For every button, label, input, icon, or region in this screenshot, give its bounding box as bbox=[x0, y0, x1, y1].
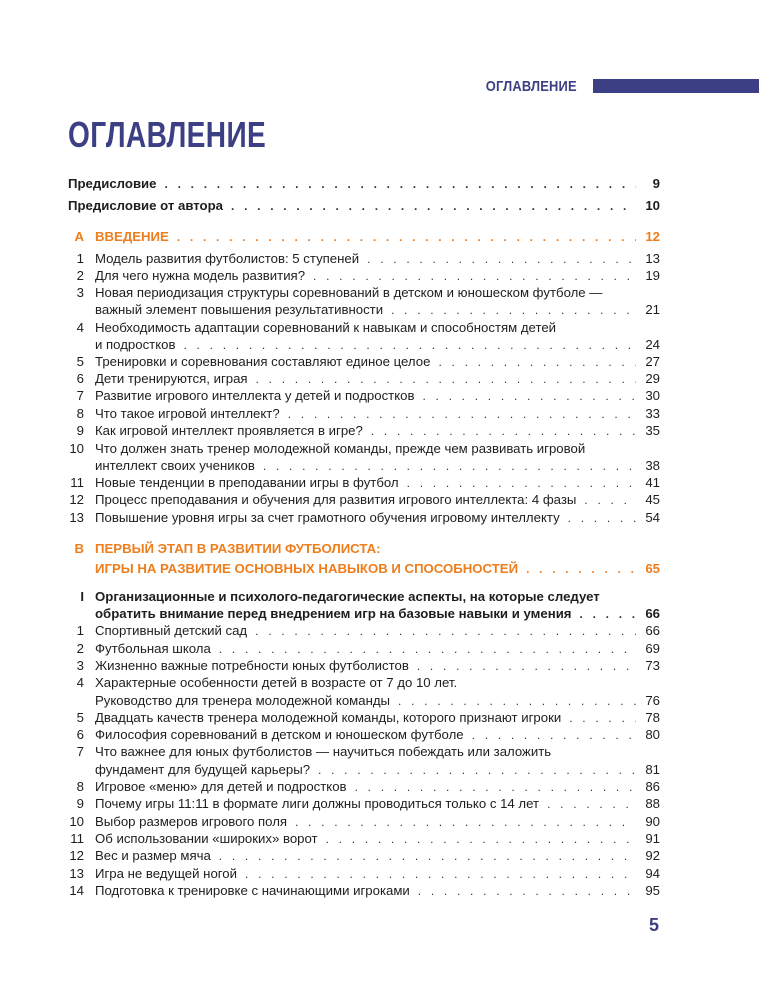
dot-leader bbox=[584, 491, 636, 509]
toc-entry-page: 35 bbox=[645, 423, 660, 438]
toc-entry[interactable] bbox=[95, 267, 660, 285]
toc-entry-page: 10 bbox=[645, 198, 660, 213]
toc-item-number: 2 bbox=[76, 268, 84, 283]
toc-entry-page: 66 bbox=[645, 606, 660, 621]
dot-leader bbox=[295, 813, 636, 831]
toc-entry-title: Игра не ведущей ногой bbox=[95, 866, 237, 881]
toc-entry-page: 41 bbox=[645, 475, 660, 490]
toc-entry-title: Дети тренируются, играя bbox=[95, 371, 248, 386]
toc-item-number: 9 bbox=[76, 796, 84, 811]
toc-entry[interactable] bbox=[95, 743, 660, 761]
toc-entry-title: Предисловие от автора bbox=[68, 198, 223, 213]
toc-entry[interactable] bbox=[68, 197, 660, 215]
running-header bbox=[471, 76, 759, 96]
toc-entry-page: 27 bbox=[645, 354, 660, 369]
dot-leader bbox=[263, 457, 636, 475]
toc-entry[interactable] bbox=[95, 692, 660, 710]
toc-entry-page: 12 bbox=[645, 229, 660, 244]
dot-leader bbox=[422, 387, 636, 405]
toc-entry[interactable] bbox=[95, 370, 660, 388]
toc-entry[interactable] bbox=[95, 778, 660, 796]
toc-entry-title: Тренировки и соревнования составляют единое целое bbox=[95, 354, 431, 369]
toc-entry-title: Модель развития футболистов: 5 ступеней bbox=[95, 251, 360, 266]
toc-entry[interactable] bbox=[95, 474, 660, 492]
toc-entry-page: 91 bbox=[645, 831, 660, 846]
dot-leader bbox=[219, 640, 636, 658]
toc-entry-page: 29 bbox=[645, 371, 660, 386]
toc-item-number: 6 bbox=[76, 727, 84, 742]
toc-item-number: 1 bbox=[76, 251, 84, 266]
dot-leader bbox=[318, 761, 636, 779]
toc-entry[interactable] bbox=[95, 336, 660, 354]
dot-leader bbox=[367, 250, 636, 268]
toc-entry-title: Игровое «меню» для детей и подростков bbox=[95, 779, 347, 794]
toc-entry-page: 66 bbox=[645, 623, 660, 638]
header-bar bbox=[593, 79, 759, 93]
toc-entry-page: 92 bbox=[645, 848, 660, 863]
toc-entry[interactable] bbox=[95, 709, 660, 727]
toc-entry-title: Новые тенденции в преподавании игры в футбол bbox=[95, 475, 399, 490]
toc-entry[interactable] bbox=[95, 228, 660, 246]
toc-item-number: A bbox=[74, 229, 84, 244]
dot-leader bbox=[219, 847, 636, 865]
toc-entry[interactable] bbox=[95, 588, 660, 606]
toc-entry-page: 95 bbox=[645, 883, 660, 898]
dot-leader bbox=[547, 795, 636, 813]
toc-entry-page: 65 bbox=[645, 561, 660, 576]
toc-entry-title: Об использовании «широких» ворот bbox=[95, 831, 318, 846]
toc-entry-title: Философия соревнований в детском и юношеском футболе bbox=[95, 727, 464, 742]
toc-entry[interactable] bbox=[95, 405, 660, 423]
dot-leader bbox=[288, 405, 636, 423]
toc-entry[interactable] bbox=[95, 674, 660, 692]
toc-item-number: 10 bbox=[69, 441, 84, 456]
toc-item-number: 12 bbox=[69, 492, 84, 507]
toc-item-number: 2 bbox=[76, 641, 84, 656]
toc-item-number: 5 bbox=[76, 710, 84, 725]
toc-entry-title: Футбольная школа bbox=[95, 641, 211, 656]
toc-entry-title: Что важнее для юных футболистов — научиться побеждать или заложить bbox=[95, 744, 552, 759]
dot-leader bbox=[418, 882, 636, 900]
toc-item-number: 8 bbox=[76, 406, 84, 421]
toc-entry[interactable] bbox=[95, 440, 660, 458]
toc-entry-page: 45 bbox=[645, 492, 660, 507]
toc-item-number: 14 bbox=[69, 883, 84, 898]
toc-item-number: 3 bbox=[76, 285, 84, 300]
toc-entry[interactable] bbox=[95, 657, 660, 675]
page-number: 5 bbox=[648, 915, 659, 935]
toc-entry-page: 80 bbox=[645, 727, 660, 742]
toc-entry-title: Вес и размер мяча bbox=[95, 848, 211, 863]
dot-leader bbox=[255, 622, 636, 640]
dot-leader bbox=[472, 726, 636, 744]
toc-entry-title: Спортивный детский сад bbox=[95, 623, 248, 638]
toc-entry-page: 94 bbox=[645, 866, 660, 881]
dot-leader bbox=[580, 605, 637, 623]
toc-entry-title: Новая периодизация структуры соревнований в детском и юношеском футболе — bbox=[95, 285, 603, 300]
toc-item-number: I bbox=[80, 589, 84, 604]
toc-entry-title: Выбор размеров игрового поля bbox=[95, 814, 288, 829]
page-title: ОГЛАВЛЕНИЕ bbox=[68, 114, 267, 155]
dot-leader bbox=[398, 692, 636, 710]
toc-item-number: B bbox=[74, 541, 84, 556]
toc-entry-title: фундамент для будущей карьеры? bbox=[95, 762, 311, 777]
toc-entry[interactable] bbox=[95, 509, 660, 527]
dot-leader bbox=[313, 267, 636, 285]
dot-leader bbox=[417, 657, 636, 675]
dot-leader bbox=[355, 778, 636, 796]
toc-entry-page: 19 bbox=[645, 268, 660, 283]
toc-item-number: 12 bbox=[69, 848, 84, 863]
toc-entry-page: 86 bbox=[645, 779, 660, 794]
toc-entry-page: 38 bbox=[645, 458, 660, 473]
toc-entry-title: Двадцать качеств тренера молодежной команды, которого признают игроки bbox=[95, 710, 562, 725]
toc-item-number: 7 bbox=[76, 388, 84, 403]
toc-entry-title: обратить внимание перед внедрением игр на базовые навыки и умения bbox=[95, 606, 572, 621]
toc-entry-page: 81 bbox=[645, 762, 660, 777]
toc-entry[interactable] bbox=[95, 353, 660, 371]
toc-entry[interactable] bbox=[95, 319, 660, 337]
toc-entry-title: Что такое игровой интеллект? bbox=[95, 406, 280, 421]
dot-leader bbox=[256, 370, 636, 388]
toc-item-number: 11 bbox=[70, 475, 84, 490]
toc-entry-title: Как игровой интеллект проявляется в игре? bbox=[95, 423, 363, 438]
toc-entry-title: ВВЕДЕНИЕ bbox=[95, 229, 169, 244]
toc-entry[interactable] bbox=[95, 560, 660, 578]
toc-entry-title: Руководство для тренера молодежной команды bbox=[95, 693, 391, 708]
toc-entry-title: Необходимость адаптации соревнований к навыкам и способностям детей bbox=[95, 320, 557, 335]
toc-entry-title: Характерные особенности детей в возрасте от 7 до 10 лет. bbox=[95, 675, 458, 690]
running-header-label: ОГЛАВЛЕНИЕ bbox=[486, 77, 577, 95]
toc-item-number: 6 bbox=[76, 371, 84, 386]
toc-entry[interactable] bbox=[95, 830, 660, 848]
dot-leader bbox=[407, 474, 636, 492]
toc-entry-title: и подростков bbox=[95, 337, 176, 352]
toc-entry[interactable] bbox=[95, 847, 660, 865]
toc-entry-title: ПЕРВЫЙ ЭТАП В РАЗВИТИИ ФУТБОЛИСТА: bbox=[95, 541, 381, 556]
toc-item-number: 4 bbox=[76, 320, 84, 335]
toc-entry[interactable] bbox=[95, 491, 660, 509]
toc-entry[interactable] bbox=[95, 795, 660, 813]
toc-item-number: 13 bbox=[69, 866, 84, 881]
toc-entry-page: 78 bbox=[645, 710, 660, 725]
toc-entry-title: Что должен знать тренер молодежной команды, прежде чем развивать игровой bbox=[95, 441, 586, 456]
toc-entry[interactable] bbox=[95, 387, 660, 405]
toc-entry-page: 54 bbox=[645, 510, 660, 525]
dot-leader bbox=[371, 422, 636, 440]
dot-leader bbox=[177, 228, 636, 246]
dot-leader bbox=[165, 175, 637, 193]
toc-entry-page: 69 bbox=[645, 641, 660, 656]
toc-entry-page: 76 bbox=[645, 693, 660, 708]
toc-entry[interactable] bbox=[95, 726, 660, 744]
dot-leader bbox=[231, 197, 636, 215]
toc-entry-title: Для чего нужна модель развития? bbox=[95, 268, 306, 283]
toc-item-number: 10 bbox=[69, 814, 84, 829]
dot-leader bbox=[326, 830, 636, 848]
toc-entry[interactable] bbox=[95, 813, 660, 831]
toc-entry-title: интеллект своих учеников bbox=[95, 458, 255, 473]
toc-entry-title: Процесс преподавания и обучения для развития игрового интеллекта: 4 фазы bbox=[95, 492, 577, 507]
dot-leader bbox=[526, 560, 636, 578]
toc-entry-page: 13 bbox=[645, 251, 660, 266]
toc-entry-title: Повышение уровня игры за счет грамотного обучения игровому интеллекту bbox=[95, 510, 560, 525]
toc-item-number: 7 bbox=[76, 744, 84, 759]
toc-entry-title: ИГРЫ НА РАЗВИТИЕ ОСНОВНЫХ НАВЫКОВ И СПОСОБНОСТЕЙ bbox=[95, 561, 519, 576]
toc-entry-page: 33 bbox=[645, 406, 660, 421]
toc-entry-title: Развитие игрового интеллекта у детей и подростков bbox=[95, 388, 415, 403]
toc-entry-page: 21 bbox=[645, 302, 660, 317]
toc-entry-page: 24 bbox=[645, 337, 660, 352]
toc-entry-page: 73 bbox=[645, 658, 660, 673]
toc-entry[interactable] bbox=[95, 865, 660, 883]
toc-item-number: 1 bbox=[76, 623, 84, 638]
dot-leader bbox=[568, 509, 636, 527]
toc-item-number: 9 bbox=[76, 423, 84, 438]
toc-entry[interactable] bbox=[95, 622, 660, 640]
toc-item-number: 8 bbox=[76, 779, 84, 794]
toc-entry[interactable] bbox=[95, 540, 660, 558]
toc-entry[interactable] bbox=[95, 301, 660, 319]
toc-entry[interactable] bbox=[68, 175, 660, 193]
toc-entry-page: 30 bbox=[645, 388, 660, 403]
toc-item-number: 5 bbox=[76, 354, 84, 369]
toc-entry[interactable] bbox=[95, 250, 660, 268]
toc-entry-page: 9 bbox=[652, 176, 660, 191]
toc-entry-page: 90 bbox=[645, 814, 660, 829]
toc-entry[interactable] bbox=[95, 457, 660, 475]
dot-leader bbox=[245, 865, 636, 883]
toc-entry[interactable] bbox=[95, 422, 660, 440]
toc-entry[interactable] bbox=[95, 284, 660, 302]
toc-entry-title: Почему игры 11:11 в формате лиги должны проводиться только с 14 лет bbox=[95, 796, 540, 811]
toc-entry[interactable] bbox=[95, 640, 660, 658]
toc-entry-title: Организационные и психолого-педагогические аспекты, на которые следует bbox=[95, 589, 600, 604]
toc-item-number: 13 bbox=[69, 510, 84, 525]
toc-entry-title: Подготовка к тренировке с начинающими игроками bbox=[95, 883, 410, 898]
toc-entry-title: Жизненно важные потребности юных футболистов bbox=[95, 658, 409, 673]
toc-entry-title: важный элемент повышения результативности bbox=[95, 302, 384, 317]
toc-entry-title: Предисловие bbox=[68, 176, 157, 191]
dot-leader bbox=[391, 301, 636, 319]
dot-leader bbox=[438, 353, 636, 371]
toc-entry-page: 88 bbox=[645, 796, 660, 811]
toc-item-number: 11 bbox=[70, 831, 84, 846]
dot-leader bbox=[183, 336, 636, 354]
toc-item-number: 4 bbox=[76, 675, 84, 690]
dot-leader bbox=[569, 709, 636, 727]
toc-item-number: 3 bbox=[76, 658, 84, 673]
toc-entry[interactable] bbox=[95, 882, 660, 900]
toc-entry[interactable] bbox=[95, 605, 660, 623]
toc-entry[interactable] bbox=[95, 761, 660, 779]
